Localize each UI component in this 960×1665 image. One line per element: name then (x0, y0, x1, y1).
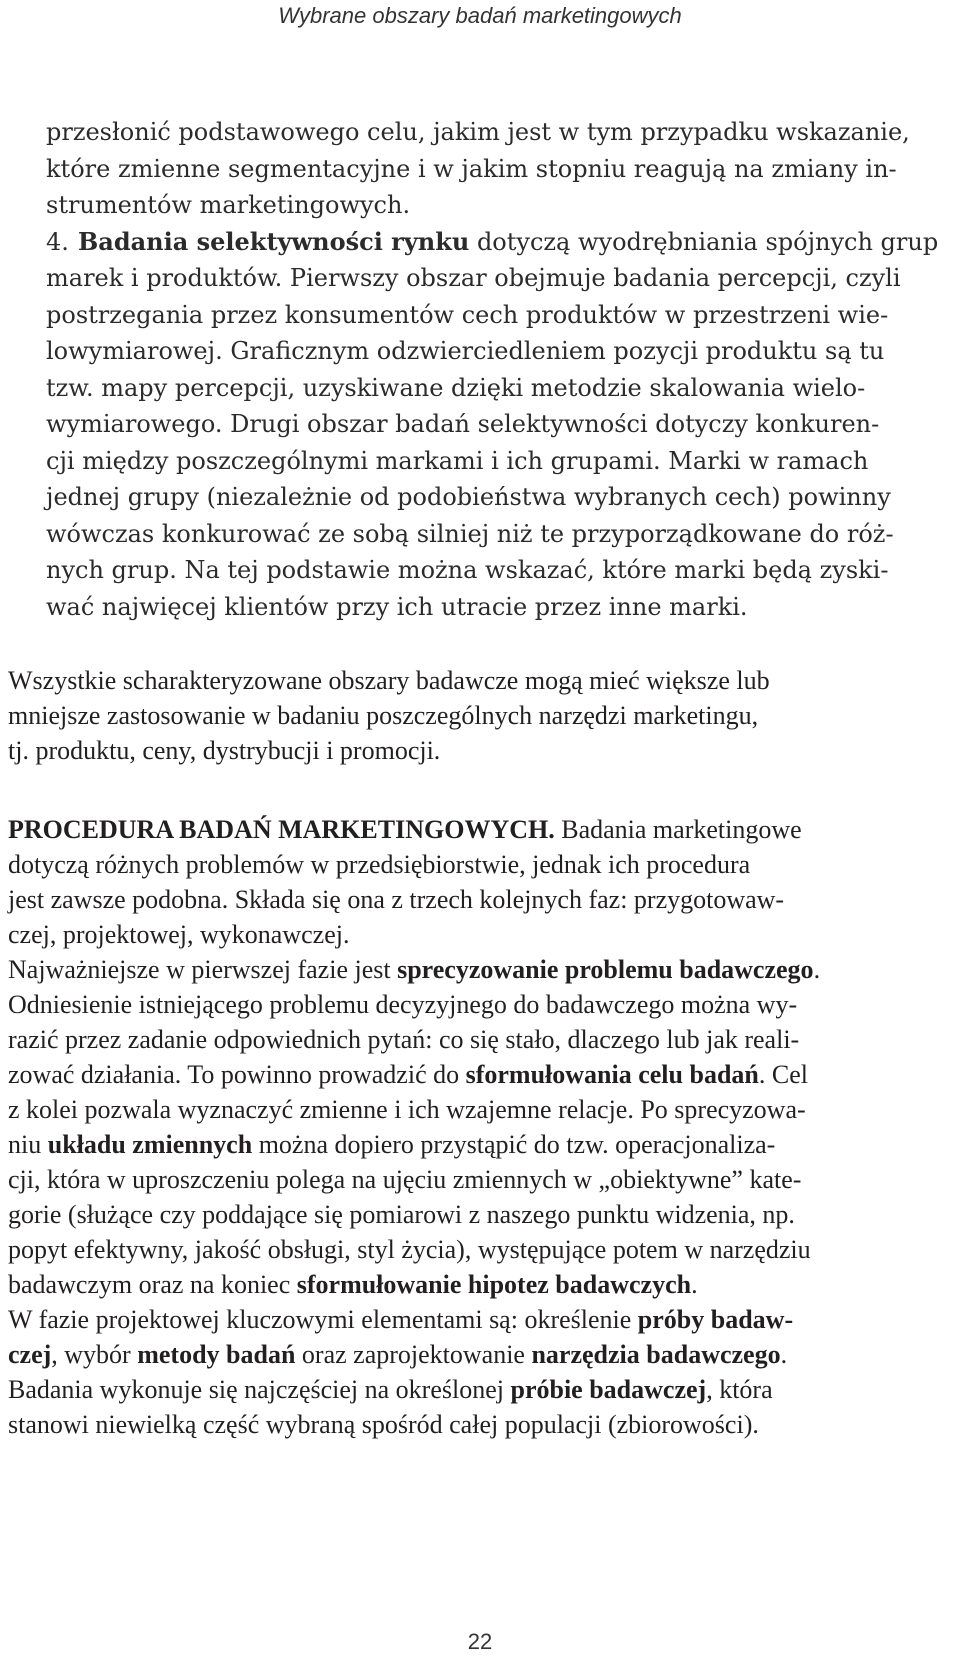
bold-term: próbie badawczej (510, 1375, 707, 1404)
text-run: niu (8, 1130, 48, 1159)
text-line: postrzegania przez konsumentów cech produktów w przestrzeni wie- (46, 300, 889, 329)
bold-term: układu zmiennych (47, 1130, 253, 1159)
bold-term: metody badań (137, 1340, 296, 1369)
text-line: lowymiarowej. Graficznym odzwierciedleniem pozycji produktu są tu (46, 337, 885, 365)
text-line: cji, która w uproszczeniu polega na ujęciu zmiennych w „obiektywne” kate- (8, 1165, 802, 1194)
text-run: oraz zaprojektowanie (295, 1340, 532, 1369)
text-run: dotyczą wyodrębniania spójnych grup (469, 227, 939, 256)
text-line: dotyczą różnych problemów w przedsiębiorstwie, jednak ich procedura (8, 850, 751, 879)
text-run: , wybór (51, 1340, 138, 1369)
summary-paragraph (8, 663, 952, 768)
text-line: nych grup. Na tej podstawie można wskazać, które marki będą zyski- (46, 556, 889, 584)
text-line: strumentów marketingowych. (46, 191, 411, 219)
text-line (8, 952, 952, 987)
text-run: . (780, 1340, 788, 1369)
text-line: popyt efektywny, jakość obsługi, styl życia), występujące potem w narzędziu (8, 1235, 811, 1264)
text-run: badawczym oraz na koniec (8, 1270, 297, 1299)
list-item-title: Badania selektywności rynku (78, 226, 470, 256)
page-number: 22 (467, 1629, 493, 1654)
text-line: jednej grupy (niezależnie od podobieństwa wybranych cech) powinny (46, 483, 891, 511)
text-line: wymiarowego. Drugi obszar badań selektywności dotyczy konkuren- (46, 410, 880, 438)
text-run: . (813, 955, 821, 984)
text-line: przesłonić podstawowego celu, jakim jest w tym przypadku wskazanie, (46, 118, 910, 146)
procedure-section (8, 812, 952, 1442)
bold-term: sformułowania celu badań (465, 1060, 759, 1089)
text-line: Wszystkie scharakteryzowane obszary badawcze mogą mieć większe lub (8, 666, 770, 695)
text-line (8, 1302, 952, 1337)
text-line (8, 1267, 952, 1302)
list-continuation-block (46, 114, 952, 625)
list-item-4-first-line (46, 224, 952, 261)
running-header: Wybrane obszary badań marketingowych (278, 3, 682, 28)
text-line (8, 1057, 952, 1092)
text-run: Najważniejsze w pierwszej fazie jest (8, 955, 398, 984)
text-line (8, 1372, 952, 1407)
text-line: razić przez zadanie odpowiednich pytań: co się stało, dlaczego lub jak reali- (8, 1025, 800, 1054)
text-run: W fazie projektowej kluczowymi elementami są: określenie (8, 1305, 638, 1334)
text-line: tzw. mapy percepcji, uzyskiwane dzięki metodzie skalowania wielo- (46, 373, 866, 402)
text-run: Badania wykonuje się najczęściej na określonej (8, 1375, 511, 1404)
text-line: stanowi niewielką część wybraną spośród całej populacji (zbiorowości). (8, 1410, 759, 1439)
text-line: cji między poszczególnymi markami i ich grupami. Marki w ramach (46, 446, 869, 475)
text-run: można dopiero przystąpić do tzw. operacjonaliza- (252, 1130, 776, 1159)
bold-term: sformułowanie hipotez badawczych (296, 1270, 692, 1299)
text-line: wać najwięcej klientów przy ich utracie przez inne marki. (46, 592, 748, 621)
text-line: gorie (służące czy poddające się pomiarowi z naszego punktu widzenia, np. (8, 1200, 795, 1229)
text-line: mniejsze zastosowanie w badaniu poszczególnych narzędzi marketingu, (8, 701, 759, 730)
text-run: , która (706, 1375, 773, 1404)
bold-term: czej (8, 1340, 52, 1369)
text-line: Odniesienie istniejącego problemu decyzyjnego do badawczego można wy- (8, 990, 798, 1019)
text-run: . Cel (758, 1060, 808, 1089)
text-line (8, 1337, 952, 1372)
text-run: Badania marketingowe (554, 815, 802, 844)
section-heading: PROCEDURA BADAŃ MARKETINGOWYCH. (8, 815, 555, 844)
text-line (8, 1127, 952, 1162)
text-line: które zmienne segmentacyjne i w jakim stopniu reagują na zmiany in- (46, 154, 897, 183)
text-run: . (691, 1270, 698, 1299)
bold-term: sprecyzowanie problemu badawczego (397, 955, 814, 984)
bold-term: narzędzia badawczego (531, 1340, 781, 1369)
text-line: marek i produktów. Pierwszy obszar obejmuje badania percepcji, czyli (46, 264, 901, 292)
list-number: 4. (46, 227, 69, 256)
text-line (8, 812, 952, 847)
text-line: jest zawsze podobna. Składa się ona z trzech kolejnych faz: przygotowaw- (8, 885, 785, 914)
bold-term: próby badaw- (637, 1305, 794, 1334)
text-run: zować działania. To powinno prowadzić do (8, 1060, 466, 1089)
text-line: wówczas konkurować ze sobą silniej niż te przyporządkowane do róż- (46, 519, 894, 548)
text-line: z kolei pozwala wyznaczyć zmienne i ich wzajemne relacje. Po sprecyzowa- (8, 1095, 806, 1124)
text-line: tj. produktu, ceny, dystrybucji i promocji. (8, 736, 441, 765)
text-line: czej, projektowej, wykonawczej. (8, 920, 350, 949)
